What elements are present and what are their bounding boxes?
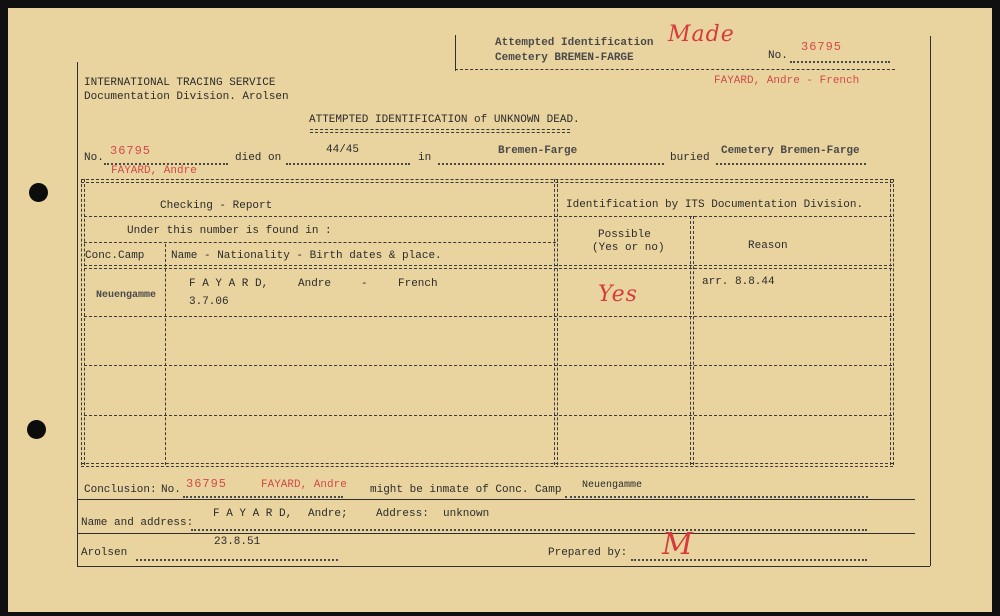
made-handwritten: Made: [668, 22, 735, 47]
row-birth: 3.7.06: [189, 296, 229, 308]
buried-value: Cemetery Bremen-Farge: [721, 145, 860, 157]
org-name: INTERNATIONAL TRACING SERVICE: [84, 77, 276, 89]
in-value: Bremen-Farge: [498, 145, 578, 157]
punch-hole-top: [29, 183, 48, 202]
prepared-by-label: Prepared by:: [548, 547, 628, 559]
col-possible-2: (Yes or no): [592, 242, 665, 254]
row-reason: arr. 8.8.44: [702, 276, 775, 288]
conclusion-text: might be inmate of Conc. Camp: [370, 484, 562, 496]
footer-place: Arolsen: [81, 547, 128, 559]
address-value: unknown: [443, 508, 490, 520]
died-value: 44/45: [326, 144, 360, 156]
row-camp: Neuengamme: [96, 290, 157, 301]
conclusion-no-value: 36795: [186, 477, 228, 491]
col-reason: Reason: [748, 240, 788, 252]
under-number-label: Under this number is found in :: [127, 225, 332, 237]
stamp-line-2: Cemetery BREMEN-FARGE: [495, 52, 634, 64]
checking-report-header: Checking - Report: [160, 200, 273, 212]
signature: M: [662, 527, 694, 562]
conclusion-camp: Neuengamme: [582, 480, 643, 491]
died-label: died on: [235, 152, 282, 164]
record-no-label: No.: [84, 152, 104, 164]
record-name: FAYARD, Andre: [111, 165, 197, 177]
in-label: in: [418, 152, 432, 164]
buried-label: buried: [670, 152, 710, 164]
name-address-value: F A Y A R D,: [213, 508, 293, 520]
top-no-value: 36795: [801, 40, 843, 54]
row-dash: -: [361, 278, 368, 290]
row-possible: Yes: [598, 282, 638, 307]
col-name: Name - Nationality - Birth dates & place.: [171, 250, 442, 262]
row-nationality: French: [398, 278, 438, 290]
top-no-label: No.: [768, 50, 788, 62]
identification-header: Identification by ITS Documentation Division.: [566, 199, 864, 211]
stamp-line-1: Attempted Identification: [495, 37, 654, 49]
identification-card: [8, 8, 992, 612]
row-name: F A Y A R D,: [189, 278, 269, 290]
address-label: Address:: [376, 508, 429, 520]
name-address-label: Name and address:: [81, 517, 194, 529]
col-possible-1: Possible: [598, 229, 651, 241]
conclusion-name: FAYARD, Andre: [261, 479, 347, 491]
punch-hole-bottom: [27, 420, 46, 439]
row-firstname: Andre: [298, 278, 332, 290]
name-address-firstname: Andre;: [308, 508, 348, 520]
form-title: ATTEMPTED IDENTIFICATION of UNKNOWN DEAD.: [309, 114, 580, 126]
org-division: Documentation Division. Arolsen: [84, 91, 289, 103]
record-no-value: 36795: [110, 144, 152, 158]
conclusion-label: Conclusion:: [84, 484, 157, 496]
col-conc-camp: Conc.Camp: [85, 250, 145, 262]
footer-date: 23.8.51: [214, 536, 261, 548]
conclusion-no-label: No.: [161, 484, 181, 496]
top-name: FAYARD, Andre - French: [714, 75, 860, 87]
